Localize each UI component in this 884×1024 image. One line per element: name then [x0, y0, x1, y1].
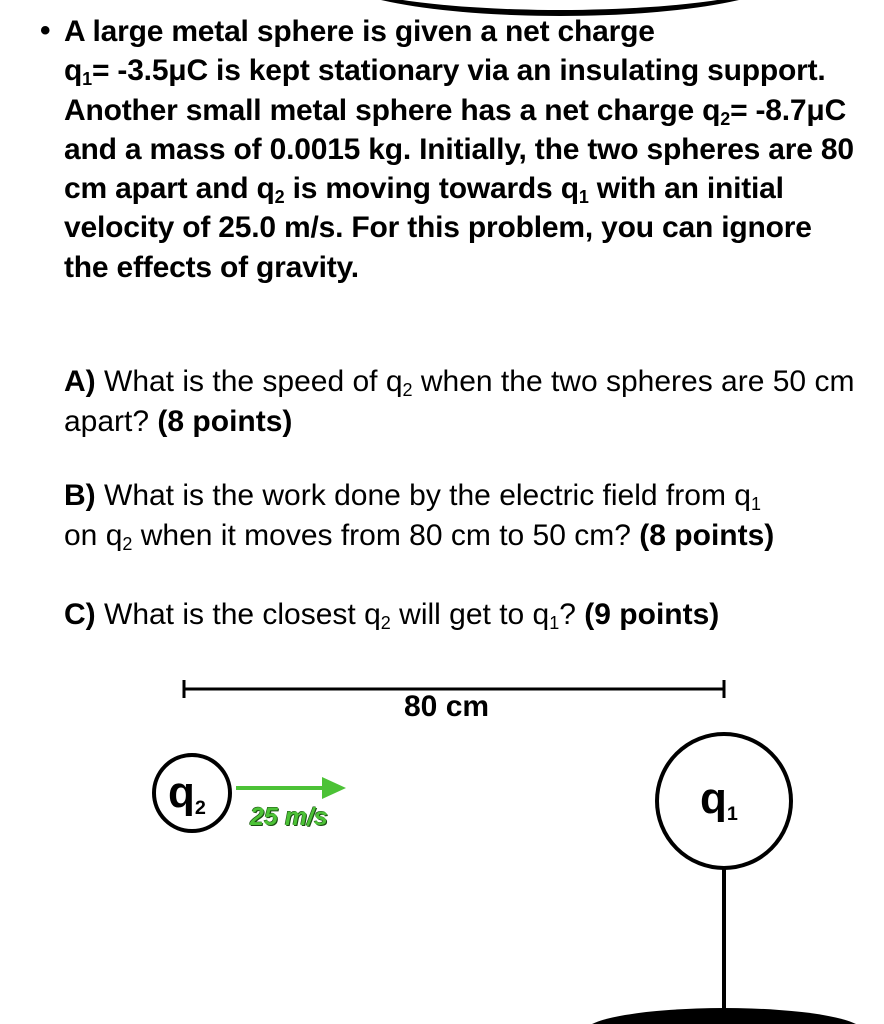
- question-c-text-1: What is the closest q: [104, 598, 381, 631]
- q2-symbol: q: [702, 93, 721, 127]
- q1-symbol-2: q: [560, 172, 579, 206]
- question-c-label: C): [64, 598, 96, 631]
- question-c-points: (9 points): [584, 598, 720, 631]
- small-sphere-subscript: 2: [194, 796, 206, 819]
- intro-part-2: = -3.5μC is kept stationary via an insulating support. Another small metal sphere has a net charge: [64, 54, 826, 127]
- q1-subscript-2: 1: [578, 187, 589, 208]
- velocity-arrow-head: [322, 777, 346, 799]
- question-b-points: (8 points): [639, 518, 775, 552]
- distance-label: 80 cm: [404, 690, 490, 723]
- intro-part-5: with an initial velocity of 25.0 m/s. For this problem, you can ignore the effects of gravity.: [64, 172, 812, 284]
- question-b-sub-1: 1: [750, 494, 761, 515]
- small-sphere-label: [168, 768, 206, 818]
- question-a-text-1: What is the speed of q: [104, 365, 403, 398]
- question-b-label: B): [64, 479, 96, 512]
- bullet-marker: •: [40, 14, 51, 47]
- q1-subscript: 1: [82, 69, 92, 90]
- question-a-text-2: when the two spheres are 50 cm apart?: [64, 365, 855, 438]
- question-c-text-3: ?: [559, 598, 576, 631]
- intro-part-4: is moving towards: [292, 172, 553, 206]
- q1-symbol: q: [64, 54, 83, 88]
- large-sphere-letter: q: [700, 774, 727, 823]
- large-sphere-label: [700, 774, 738, 824]
- question-a-sub-1: 2: [402, 380, 413, 401]
- velocity-label: 25 m/s: [250, 803, 328, 831]
- intro-part-3: = -8.7μC and a mass of 0.0015 kg. Initially, the two spheres are 80 cm apart and: [64, 93, 854, 206]
- q2-symbol-2: q: [256, 172, 275, 206]
- question-c-sub-1: 2: [380, 613, 391, 634]
- insulating-support-base: [584, 1008, 864, 1024]
- q2-subscript: 2: [720, 108, 731, 129]
- question-b-text-3: when it moves from 80 cm to 50 cm?: [140, 518, 631, 552]
- question-c-sub-2: 1: [549, 613, 560, 634]
- question-a-label: A): [64, 365, 96, 398]
- large-sphere-subscript: 1: [726, 802, 738, 825]
- question-a-points: (8 points): [157, 404, 293, 438]
- question-c-text-2: will get to q: [399, 598, 550, 631]
- small-sphere-letter: q: [168, 768, 195, 817]
- question-b-text-2: on q: [64, 518, 123, 552]
- intro-part-1: A large metal sphere is given a net charge: [64, 15, 655, 48]
- q2-subscript-2: 2: [274, 187, 285, 208]
- question-b-sub-2: 2: [122, 533, 133, 554]
- question-b-text-1: What is the work done by the electric field from q: [104, 479, 751, 512]
